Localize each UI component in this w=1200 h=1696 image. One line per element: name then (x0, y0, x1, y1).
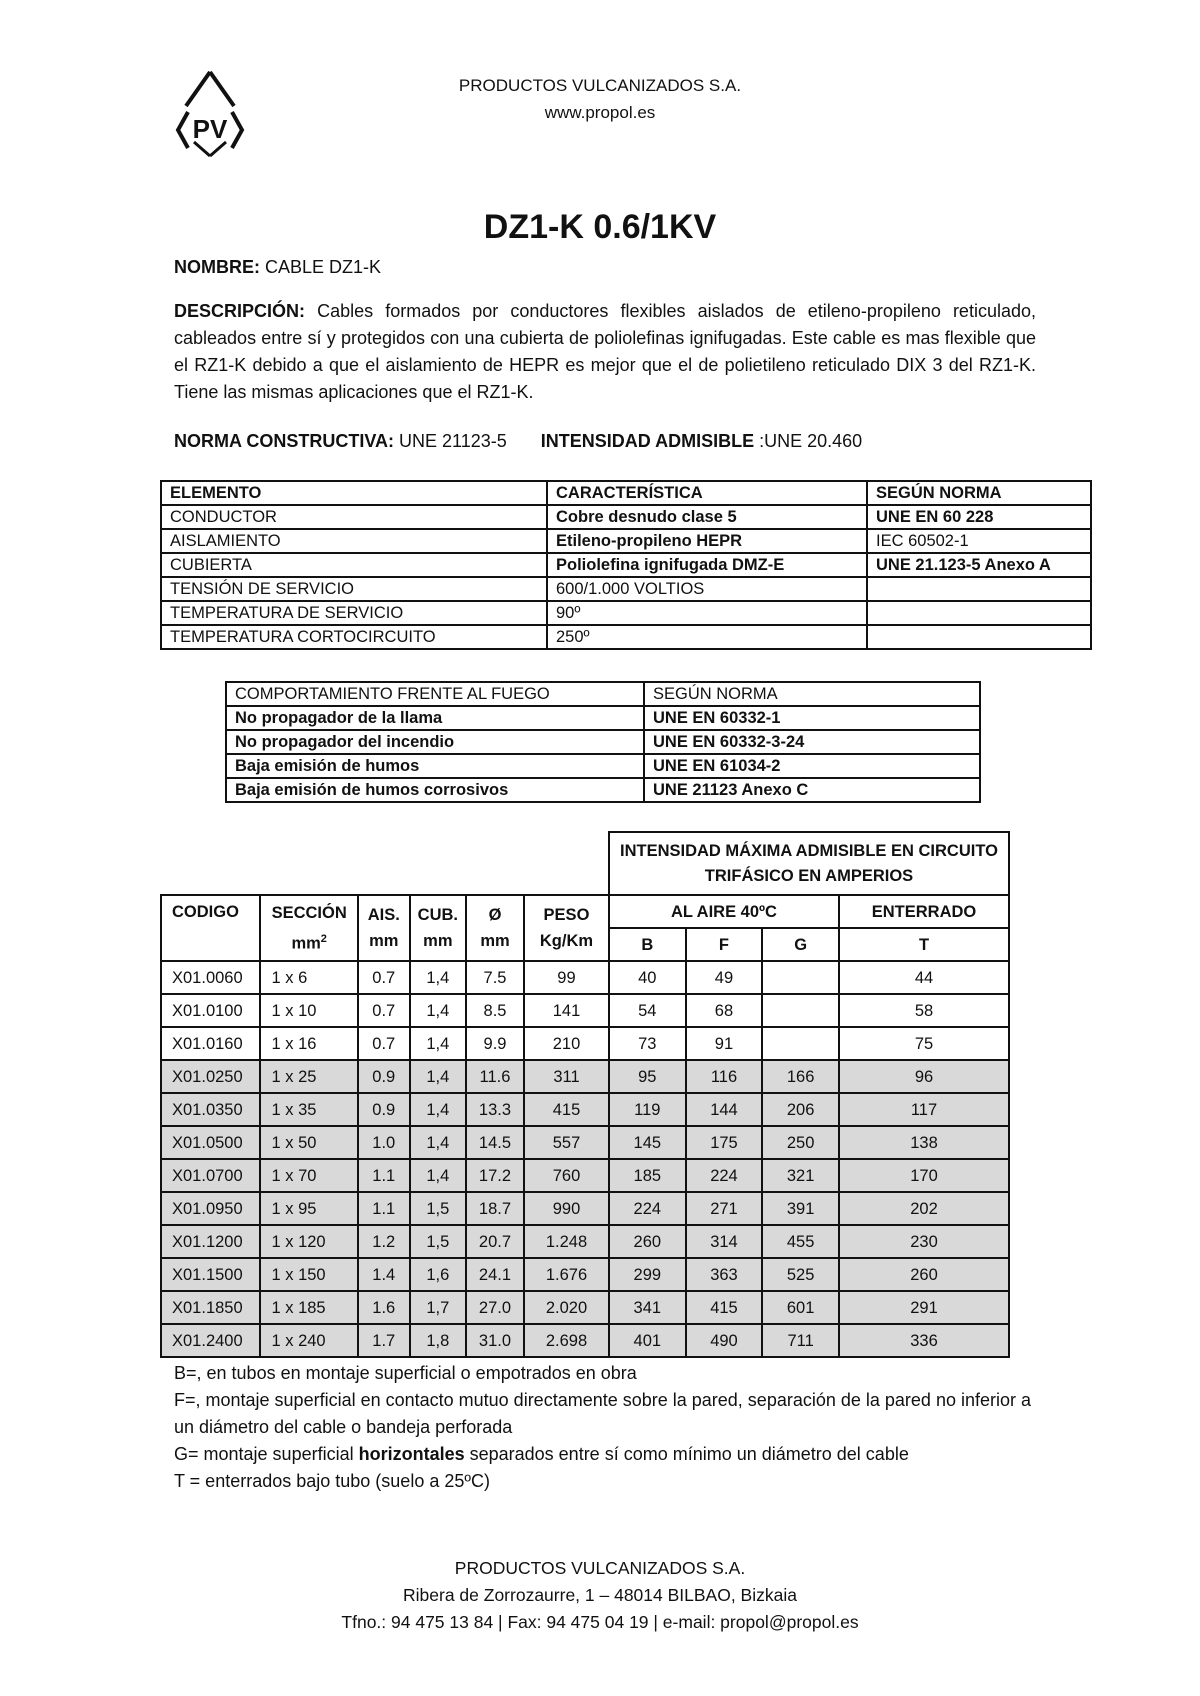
cable-cell: 1.1 (358, 1159, 410, 1192)
header-website[interactable]: www.propol.es (544, 103, 656, 122)
header-enterrado: ENTERRADO (839, 895, 1009, 928)
header-seccion (260, 895, 357, 961)
table-row (161, 1060, 1009, 1093)
header-ais-label: AIS. (367, 906, 400, 924)
cable-cell: 1,8 (410, 1324, 466, 1357)
header-ais (358, 895, 410, 961)
footer-company: PRODUCTOS VULCANIZADOS S.A. (454, 1558, 746, 1578)
table-row (161, 1324, 1009, 1357)
specs-cell: 90º (547, 601, 867, 625)
table-row (161, 577, 1091, 601)
cable-cell: 91 (686, 1027, 763, 1060)
cable-cell: 0.9 (358, 1093, 410, 1126)
table-row (161, 994, 1009, 1027)
cable-cell: 250 (762, 1126, 839, 1159)
specs-cell: UNE 21.123-5 Anexo A (867, 553, 1091, 577)
cable-cell: 1,7 (410, 1291, 466, 1324)
cable-cell: 0.7 (358, 961, 410, 994)
cable-cell: 1,4 (410, 1027, 466, 1060)
specs-cell: TENSIÓN DE SERVICIO (161, 577, 547, 601)
norma-value: UNE 21123-5 (399, 431, 507, 451)
cable-cell: 415 (524, 1093, 609, 1126)
fire-header-norma: SEGÚN NORMA (644, 682, 980, 706)
specs-cell: CONDUCTOR (161, 505, 547, 529)
table-row (161, 1258, 1009, 1291)
header-seccion-unit: mm (291, 934, 321, 953)
header-diametro (466, 895, 524, 961)
cable-cell: 1 x 6 (260, 961, 357, 994)
cable-cell: 166 (762, 1060, 839, 1093)
note-g-prefix: G= montaje superficial (174, 1444, 359, 1464)
specs-cell: 600/1.000 VOLTIOS (547, 577, 867, 601)
fire-cell: UNE 21123 Anexo C (644, 778, 980, 802)
table-row (161, 1093, 1009, 1126)
header-peso-unit: Kg/Km (539, 932, 594, 950)
descripcion-text: Cables formados por conductores flexibles aislados de etileno-propileno reticulado, cableados entre sí y protegidos con una cubierta de poliolefinas ignifugadas. Este cable es mas flexible que el RZ1-K debido a que el aislamiento de HEPR es mejor que el de polietileno reticulado DIX 3 del RZ1-K. Tiene las mismas aplicaciones que el RZ1-K. (174, 301, 1036, 402)
cable-cell: X01.0100 (161, 994, 260, 1027)
cable-cell: 230 (839, 1225, 1009, 1258)
fire-cell: Baja emisión de humos corrosivos (226, 778, 644, 802)
header-cub-label: CUB. (417, 906, 458, 924)
cable-cell: 601 (762, 1291, 839, 1324)
cable-cell: 138 (839, 1126, 1009, 1159)
cable-cell: 1.676 (524, 1258, 609, 1291)
table-row (226, 706, 980, 730)
cable-cell: 31.0 (466, 1324, 524, 1357)
cable-cell: 0.9 (358, 1060, 410, 1093)
table-spacer (161, 832, 609, 863)
note-g-suffix: separados entre sí como mínimo un diámetro del cable (464, 1444, 909, 1464)
cable-cell: X01.1500 (161, 1258, 260, 1291)
cable-cell: 73 (609, 1027, 686, 1060)
norma-line (174, 428, 1036, 455)
cable-cell: 96 (839, 1060, 1009, 1093)
header-row (161, 895, 1009, 928)
fire-cell: UNE EN 61034-2 (644, 754, 980, 778)
cable-cell: 341 (609, 1291, 686, 1324)
specs-cell (867, 577, 1091, 601)
cable-cell: 17.2 (466, 1159, 524, 1192)
cable-cell: 40 (609, 961, 686, 994)
table-row (161, 529, 1091, 553)
footer-contact[interactable]: Tfno.: 94 475 13 84 | Fax: 94 475 04 19 | e-mail: propol@propol.es (341, 1612, 859, 1632)
note-t: T = enterrados bajo tubo (suelo a 25ºC) (174, 1471, 490, 1491)
footer-address: Ribera de Zorrozaurre, 1 – 48014 BILBAO, Bizkaia (403, 1585, 797, 1605)
cable-cell: 401 (609, 1324, 686, 1357)
cable-cell: 1 x 10 (260, 994, 357, 1027)
cable-cell: 27.0 (466, 1291, 524, 1324)
table-row (161, 625, 1091, 649)
specs-cell (867, 601, 1091, 625)
cable-cell: X01.0160 (161, 1027, 260, 1060)
intensidad-group-header: INTENSIDAD MÁXIMA ADMISIBLE EN CIRCUITO TRIFÁSICO EN AMPERIOS (609, 832, 1009, 895)
cable-cell: X01.2400 (161, 1324, 260, 1357)
cable-cell: 44 (839, 961, 1009, 994)
header-b: B (609, 928, 686, 961)
cable-cell: X01.0500 (161, 1126, 260, 1159)
specs-cell: Poliolefina ignifugada DMZ-E (547, 553, 867, 577)
header-company: PRODUCTOS VULCANIZADOS S.A. (458, 76, 742, 95)
descripcion-paragraph (174, 298, 1036, 406)
cable-cell: X01.0950 (161, 1192, 260, 1225)
cable-cell: 206 (762, 1093, 839, 1126)
cable-cell: 1,4 (410, 1060, 466, 1093)
cable-cell: 224 (609, 1192, 686, 1225)
cable-cell: 7.5 (466, 961, 524, 994)
header-t: T (839, 928, 1009, 961)
cable-cell: 9.9 (466, 1027, 524, 1060)
fire-cell: No propagador del incendio (226, 730, 644, 754)
cable-cell: 144 (686, 1093, 763, 1126)
cable-cell: 1 x 95 (260, 1192, 357, 1225)
cable-cell (762, 1027, 839, 1060)
cable-cell: 711 (762, 1324, 839, 1357)
nombre-line (174, 254, 1036, 281)
cable-cell: 75 (839, 1027, 1009, 1060)
cable-cell: 363 (686, 1258, 763, 1291)
cable-cell: 1.6 (358, 1291, 410, 1324)
group-header-row (161, 832, 1009, 863)
norma-label: NORMA CONSTRUCTIVA: (174, 431, 394, 451)
fire-cell: Baja emisión de humos (226, 754, 644, 778)
cable-cell: 1 x 150 (260, 1258, 357, 1291)
cable-cell: 1.0 (358, 1126, 410, 1159)
specs-header-elemento: ELEMENTO (161, 481, 547, 505)
specs-header-row (161, 481, 1091, 505)
header-cub-unit: mm (423, 932, 453, 950)
cable-cell: 1.4 (358, 1258, 410, 1291)
header-peso (524, 895, 609, 961)
note-f: F=, montaje superficial en contacto mutuo directamente sobre la pared, separación de la pared no inferior a un diámetro del cable o bandeja perforada (174, 1390, 1031, 1437)
cable-cell: 202 (839, 1192, 1009, 1225)
header-diametro-label: Ø (488, 906, 502, 924)
cable-cell: 8.5 (466, 994, 524, 1027)
table-row (161, 1225, 1009, 1258)
header-g: G (762, 928, 839, 961)
cable-cell: 314 (686, 1225, 763, 1258)
cable-cell: 117 (839, 1093, 1009, 1126)
table-spacer (161, 863, 609, 895)
specs-cell: Etileno-propileno HEPR (547, 529, 867, 553)
specs-cell: IEC 60502-1 (867, 529, 1091, 553)
table-row (161, 505, 1091, 529)
cable-cell: 1.248 (524, 1225, 609, 1258)
header-ais-unit: mm (369, 932, 399, 950)
specs-cell: TEMPERATURA CORTOCIRCUITO (161, 625, 547, 649)
cable-cell: 415 (686, 1291, 763, 1324)
table-row (161, 1192, 1009, 1225)
cable-cell: 760 (524, 1159, 609, 1192)
cable-cell: 299 (609, 1258, 686, 1291)
cable-cell: 175 (686, 1126, 763, 1159)
cable-cell: 20.7 (466, 1225, 524, 1258)
specs-header-norma: SEGÚN NORMA (867, 481, 1091, 505)
cable-cell: 14.5 (466, 1126, 524, 1159)
table-row (226, 730, 980, 754)
cable-cell: 1,5 (410, 1225, 466, 1258)
cable-cell: 1 x 70 (260, 1159, 357, 1192)
table-row (161, 1159, 1009, 1192)
cable-cell: 490 (686, 1324, 763, 1357)
table-row (161, 1126, 1009, 1159)
cable-cell: X01.1850 (161, 1291, 260, 1324)
cable-cell: X01.0700 (161, 1159, 260, 1192)
cable-cell: 1,4 (410, 1159, 466, 1192)
fire-header-comportamiento: COMPORTAMIENTO FRENTE AL FUEGO (226, 682, 644, 706)
cable-cell: 1 x 50 (260, 1126, 357, 1159)
table-row (226, 778, 980, 802)
nombre-label: NOMBRE: (174, 257, 260, 277)
notes-block (174, 1360, 1054, 1495)
cable-cell: 455 (762, 1225, 839, 1258)
cable-cell: X01.0350 (161, 1093, 260, 1126)
cable-cell: 13.3 (466, 1093, 524, 1126)
cable-cell: 24.1 (466, 1258, 524, 1291)
cable-cell: 210 (524, 1027, 609, 1060)
cable-cell: X01.0060 (161, 961, 260, 994)
fire-cell: UNE EN 60332-1 (644, 706, 980, 730)
cable-cell: 1 x 120 (260, 1225, 357, 1258)
header-al-aire: AL AIRE 40ºC (609, 895, 839, 928)
table-row (161, 601, 1091, 625)
specs-cell (867, 625, 1091, 649)
cable-cell: 11.6 (466, 1060, 524, 1093)
descripcion-label: DESCRIPCIÓN: (174, 301, 306, 321)
cable-cell: 1,4 (410, 1126, 466, 1159)
fire-cell: UNE EN 60332-3-24 (644, 730, 980, 754)
cable-cell: 95 (609, 1060, 686, 1093)
document-title: DZ1-K 0.6/1KV (483, 208, 717, 246)
header-peso-label: PESO (543, 906, 590, 924)
cable-cell: X01.0250 (161, 1060, 260, 1093)
cable-cell: 0.7 (358, 994, 410, 1027)
intensidad-value: :UNE 20.460 (759, 431, 863, 451)
cable-cell: 321 (762, 1159, 839, 1192)
cable-cell: 1.7 (358, 1324, 410, 1357)
cable-cell: 1,4 (410, 1093, 466, 1126)
cable-table-body (161, 961, 1009, 1357)
specs-cell: 250º (547, 625, 867, 649)
cable-cell: 1 x 185 (260, 1291, 357, 1324)
specs-table (160, 480, 1092, 650)
cable-cell: 224 (686, 1159, 763, 1192)
cable-cell: 1 x 25 (260, 1060, 357, 1093)
cable-cell: 271 (686, 1192, 763, 1225)
table-row (161, 1027, 1009, 1060)
cable-cell: 391 (762, 1192, 839, 1225)
header-seccion-sup: 2 (320, 932, 327, 945)
header-seccion-label: SECCIÓN (271, 903, 347, 922)
cable-cell: 1,5 (410, 1192, 466, 1225)
fire-behaviour-table (225, 681, 981, 803)
intensidad-label: INTENSIDAD ADMISIBLE (540, 431, 755, 451)
note-b: B=, en tubos en montaje superficial o empotrados en obra (174, 1363, 637, 1383)
specs-cell: CUBIERTA (161, 553, 547, 577)
cable-cell: 99 (524, 961, 609, 994)
cable-cell: 68 (686, 994, 763, 1027)
cable-cell: 557 (524, 1126, 609, 1159)
cable-cell: 119 (609, 1093, 686, 1126)
nombre-value: CABLE DZ1-K (265, 257, 382, 277)
cable-cell: 311 (524, 1060, 609, 1093)
table-row (161, 961, 1009, 994)
cable-cell: 170 (839, 1159, 1009, 1192)
cable-cell: 141 (524, 994, 609, 1027)
specs-cell: TEMPERATURA DE SERVICIO (161, 601, 547, 625)
cable-cell: 145 (609, 1126, 686, 1159)
cable-cell: 2.020 (524, 1291, 609, 1324)
cable-cell: 116 (686, 1060, 763, 1093)
table-row (161, 1291, 1009, 1324)
specs-cell: Cobre desnudo clase 5 (547, 505, 867, 529)
cable-cell: 1 x 35 (260, 1093, 357, 1126)
cable-cell: 1 x 16 (260, 1027, 357, 1060)
fire-header-row (226, 682, 980, 706)
header-cub (410, 895, 466, 961)
fire-cell: No propagador de la llama (226, 706, 644, 730)
cable-cell (762, 994, 839, 1027)
specs-cell: UNE EN 60 228 (867, 505, 1091, 529)
cable-cell: 1.2 (358, 1225, 410, 1258)
table-row (226, 754, 980, 778)
cable-cell: 1 x 240 (260, 1324, 357, 1357)
header-codigo: CODIGO (161, 895, 260, 961)
cable-cell: 260 (609, 1225, 686, 1258)
header-diametro-unit: mm (480, 932, 510, 950)
cable-cell: 2.698 (524, 1324, 609, 1357)
cable-cell: 1.1 (358, 1192, 410, 1225)
cable-cell: 185 (609, 1159, 686, 1192)
cable-cell: 990 (524, 1192, 609, 1225)
note-g-bold: horizontales (358, 1444, 465, 1464)
cable-cell: 1,4 (410, 961, 466, 994)
table-row (161, 553, 1091, 577)
cable-cell: 1,4 (410, 994, 466, 1027)
cable-cell: 260 (839, 1258, 1009, 1291)
cable-cell: 49 (686, 961, 763, 994)
cable-cell: 54 (609, 994, 686, 1027)
specs-header-caracteristica: CARACTERÍSTICA (547, 481, 867, 505)
cable-cell: 0.7 (358, 1027, 410, 1060)
cable-cell: 291 (839, 1291, 1009, 1324)
specs-cell: AISLAMIENTO (161, 529, 547, 553)
cable-data-table (160, 831, 1010, 1358)
cable-cell: 58 (839, 994, 1009, 1027)
cable-cell (762, 961, 839, 994)
cable-cell: 336 (839, 1324, 1009, 1357)
note-g (174, 1441, 1054, 1468)
logo-text: PV (192, 114, 228, 144)
cable-cell: 525 (762, 1258, 839, 1291)
cable-cell: 18.7 (466, 1192, 524, 1225)
cable-cell: 1,6 (410, 1258, 466, 1291)
header-f: F (686, 928, 763, 961)
cable-cell: X01.1200 (161, 1225, 260, 1258)
